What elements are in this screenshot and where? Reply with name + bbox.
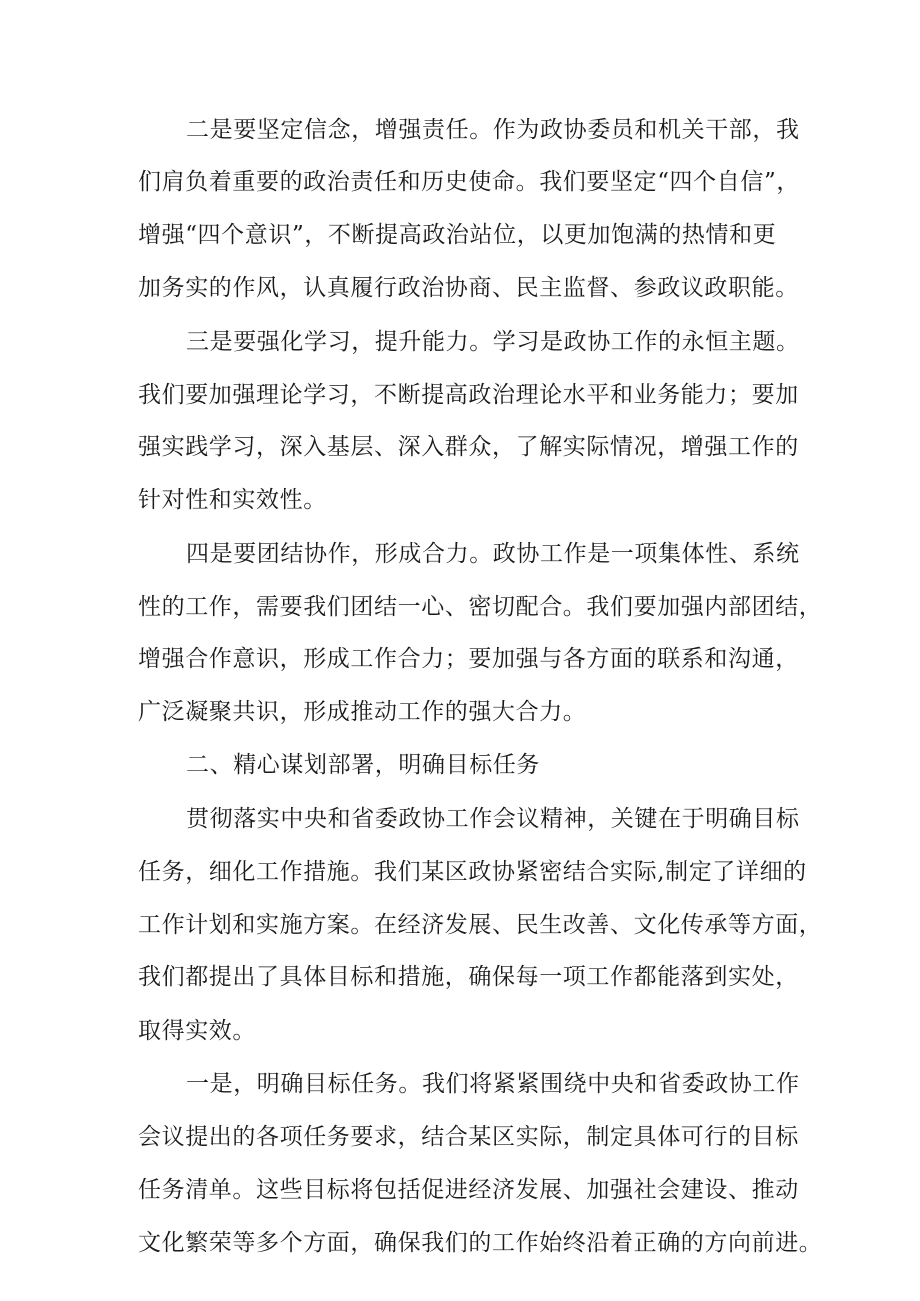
text-line-17: 我们都提出了具体目标和措施，确保每一项工作都能落到实处， xyxy=(138,964,799,990)
text-line-5: 三是要强化学习，提升能力。学习是政协工作的永恒主题。 xyxy=(186,329,800,355)
text-line-3: 增强“四个意识”，不断提高政治站位，以更加饱满的热情和更 xyxy=(138,222,777,248)
text-line-7: 强实践学习，深入基层、深入群众，了解实际情况，增强工作的 xyxy=(138,434,799,460)
text-line-4: 加务实的作风，认真履行政治协商、民主监督、参政议政职能。 xyxy=(138,275,799,301)
text-line-12: 广泛凝聚共识，形成推动工作的强大合力。 xyxy=(138,699,587,725)
text-line-15: 任务，细化工作措施。我们某区政协紧密结合实际,制定了详细的 xyxy=(138,859,807,885)
text-line-18: 取得实效。 xyxy=(138,1018,256,1044)
section-heading: 二、精心谋划部署，明确目标任务 xyxy=(186,752,540,778)
text-line-11: 增强合作意识，形成工作合力；要加强与各方面的联系和沟通， xyxy=(138,646,799,672)
text-line-1: 二是要坚定信念，增强责任。作为政协委员和机关干部，我 xyxy=(186,117,800,143)
text-line-22: 文化繁荣等多个方面，确保我们的工作始终沿着正确的方向前进。 xyxy=(138,1230,823,1256)
text-line-2: 们肩负着重要的政治责任和历史使命。我们要坚定“四个自信”， xyxy=(138,169,800,195)
text-line-20: 会议提出的各项任务要求，结合某区实际，制定具体可行的目标 xyxy=(138,1124,799,1150)
text-line-21: 任务清单。这些目标将包括促进经济发展、加强社会建设、推动 xyxy=(138,1177,799,1203)
text-line-10: 性的工作，需要我们团结一心、密切配合。我们要加强内部团结， xyxy=(138,594,823,620)
text-line-19: 一是，明确目标任务。我们将紧紧围绕中央和省委政协工作 xyxy=(186,1071,800,1097)
text-line-8: 针对性和实效性。 xyxy=(138,487,327,513)
text-line-6: 我们要加强理论学习，不断提高政治理论水平和业务能力；要加 xyxy=(138,382,799,408)
text-line-16: 工作计划和实施方案。在经济发展、民生改善、文化传承等方面， xyxy=(138,912,823,938)
text-line-14: 贯彻落实中央和省委政协工作会议精神，关键在于明确目标 xyxy=(186,806,800,832)
text-line-9: 四是要团结协作，形成合力。政协工作是一项集体性、系统 xyxy=(186,541,800,567)
